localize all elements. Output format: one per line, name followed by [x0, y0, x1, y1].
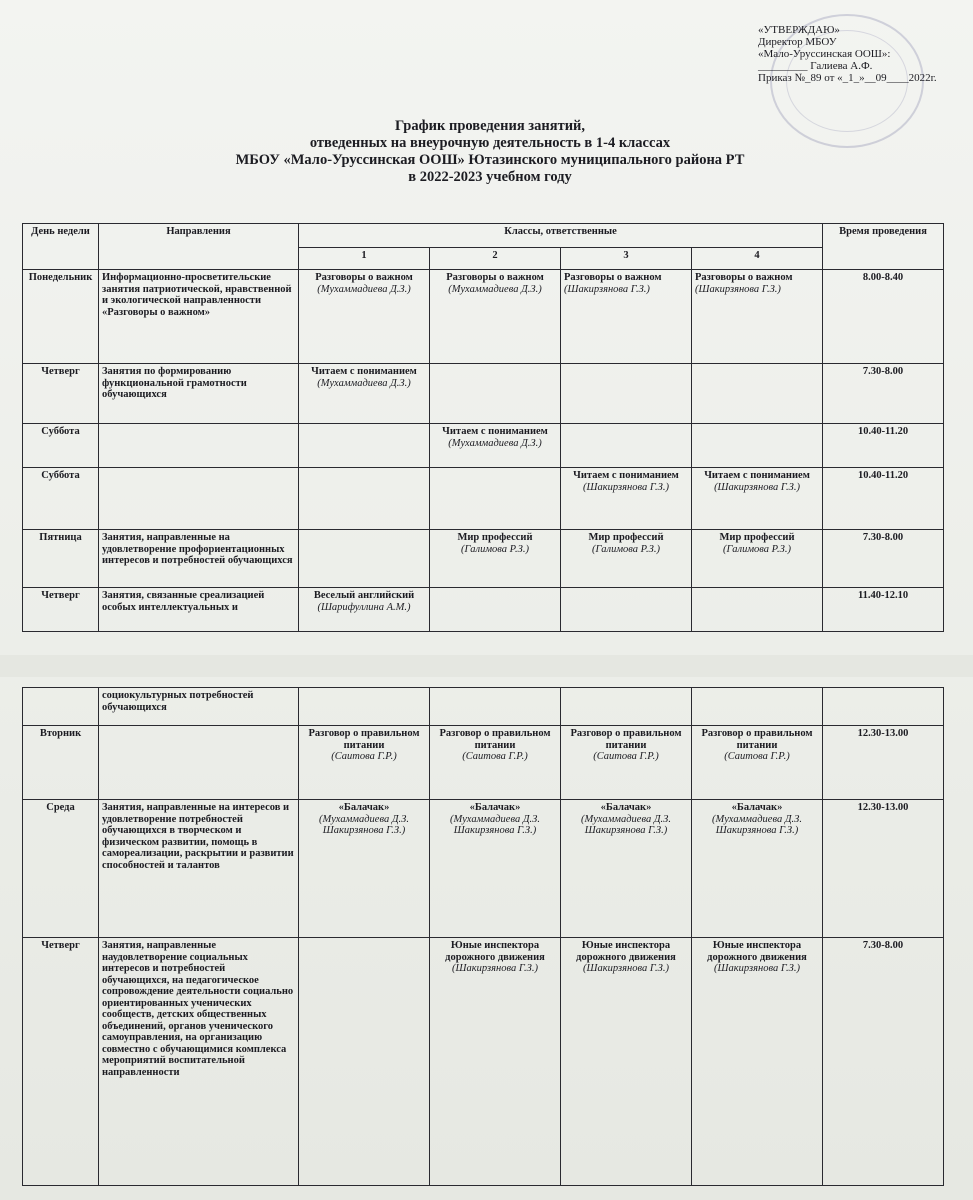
- activity-name: Читаем с пониманием: [311, 366, 417, 377]
- header-time: Время проведения: [823, 224, 944, 270]
- activity-name: Веселый английский: [313, 590, 415, 601]
- row-class-4: [692, 468, 823, 530]
- header-class-4: 4: [692, 248, 823, 270]
- teacher-name: (Мухаммадиева Д.З. Шакирзянова Г.З.): [450, 813, 540, 836]
- teacher-name: (Мухаммадиева Д.З.): [317, 377, 411, 389]
- title-line: отведенных на внеурочную деятельность в 1-4 классах: [309, 135, 671, 151]
- activity-name: Разговоры о важном: [695, 272, 793, 283]
- activity-name: Разговор о правильном питании: [701, 728, 813, 751]
- row-class-2: [430, 688, 561, 726]
- activity-name: Читаем с пониманием: [704, 470, 810, 481]
- row-time: 7.30-8.00: [823, 530, 944, 588]
- header-class-1: 1: [299, 248, 430, 270]
- approval-signature: _________ Галиева А.Ф.: [758, 60, 873, 72]
- row-class-2: [430, 800, 561, 938]
- teacher-name: (Мухаммадиева Д.З.): [448, 283, 542, 295]
- activity-name: «Балачак»: [338, 802, 390, 813]
- activity-name: «Балачак»: [469, 802, 521, 813]
- row-day: Суббота: [23, 468, 99, 530]
- teacher-name: (Шакирзянова Г.З.): [714, 481, 800, 493]
- teacher-name: (Мухаммадиева Д.З.): [317, 283, 411, 295]
- row-day: Суббота: [23, 424, 99, 468]
- row-class-4: [692, 530, 823, 588]
- row-class-1: [299, 800, 430, 938]
- approval-line: «Мало-Уруссинская ООШ»:: [758, 48, 891, 60]
- row-class-3: [561, 688, 692, 726]
- teacher-name: (Мухаммадиева Д.З. Шакирзянова Г.З.): [319, 813, 409, 836]
- schedule-table-continued: [22, 687, 944, 1186]
- row-class-4: [692, 800, 823, 938]
- table-row: [23, 588, 944, 632]
- teacher-name: (Шакирзянова Г.З.): [695, 283, 781, 295]
- row-class-3: [561, 270, 692, 364]
- row-day: Четверг: [23, 588, 99, 632]
- row-direction: Занятия, направленные на интересов и удовлетворение потребностей обучающихся в творческом и физическом развитии, помощь в самореализации, раскрытии и развитии способностей и талантов: [99, 800, 299, 938]
- schedule-table: [22, 223, 944, 632]
- page-break: [0, 655, 973, 677]
- teacher-name: (Шакирзянова Г.З.): [564, 283, 650, 295]
- row-class-1: [299, 468, 430, 530]
- row-class-1: [299, 424, 430, 468]
- teacher-name: (Шарифуллина А.М.): [317, 601, 411, 613]
- row-day: [23, 688, 99, 726]
- row-class-2: [430, 270, 561, 364]
- row-day: Четверг: [23, 938, 99, 1186]
- activity-name: Читаем с пониманием: [573, 470, 679, 481]
- row-direction: [99, 726, 299, 800]
- approval-line: «УТВЕРЖДАЮ»: [758, 24, 840, 36]
- row-class-4: [692, 726, 823, 800]
- row-class-4: [692, 588, 823, 632]
- row-day: Четверг: [23, 364, 99, 424]
- row-class-2: [430, 424, 561, 468]
- activity-name: «Балачак»: [600, 802, 652, 813]
- title-line: МБОУ «Мало-Уруссинская ООШ» Ютазинского муниципального района РТ: [235, 152, 745, 168]
- row-class-3: [561, 468, 692, 530]
- header-direction: Направления: [99, 224, 299, 270]
- activity-name: Юные инспектора дорожного движения: [445, 940, 545, 963]
- row-time: 10.40-11.20: [823, 424, 944, 468]
- row-class-1: [299, 726, 430, 800]
- row-class-2: [430, 364, 561, 424]
- row-time: 11.40-12.10: [823, 588, 944, 632]
- row-class-1: [299, 938, 430, 1186]
- row-direction: Информационно-просветительские занятия патриотической, нравственной и экологической направленности «Разговоры о важном»: [99, 270, 299, 364]
- teacher-name: (Саитова Г.Р.): [331, 751, 397, 762]
- row-day: Вторник: [23, 726, 99, 800]
- header-classes: Классы, ответственные: [299, 224, 823, 248]
- row-time: 8.00-8.40: [823, 270, 944, 364]
- approval-block: [758, 24, 968, 84]
- row-time: [823, 688, 944, 726]
- row-direction: [99, 468, 299, 530]
- teacher-name: (Мухаммадиева Д.З. Шакирзянова Г.З.): [712, 813, 802, 836]
- activity-name: Разговор о правильном питании: [439, 728, 551, 751]
- row-class-4: [692, 270, 823, 364]
- title-line: График проведения занятий,: [394, 118, 586, 134]
- activity-name: Юные инспектора дорожного движения: [707, 940, 807, 963]
- table-row: [23, 364, 944, 424]
- activity-name: Мир профессий: [588, 532, 664, 543]
- row-class-1: [299, 688, 430, 726]
- teacher-name: (Шакирзянова Г.З.): [583, 963, 669, 974]
- header-class-3: 3: [561, 248, 692, 270]
- row-direction: [99, 424, 299, 468]
- table-row: [23, 688, 944, 726]
- activity-name: Разговор о правильном питании: [570, 728, 682, 751]
- row-class-4: [692, 688, 823, 726]
- row-class-3: [561, 588, 692, 632]
- activity-name: Разговоры о важном: [446, 272, 544, 283]
- activity-name: Разговоры о важном: [315, 272, 413, 283]
- row-class-3: [561, 800, 692, 938]
- activity-name: Разговоры о важном: [564, 272, 662, 283]
- header-day: День недели: [23, 224, 99, 270]
- row-class-2: [430, 530, 561, 588]
- row-day: Среда: [23, 800, 99, 938]
- row-direction: Занятия по формированию функциональной грамотности обучающихся: [99, 364, 299, 424]
- activity-name: Юные инспектора дорожного движения: [576, 940, 676, 963]
- title-line: в 2022-2023 учебном году: [408, 169, 572, 185]
- teacher-name: (Саитова Г.Р.): [462, 751, 528, 762]
- table-row: [23, 800, 944, 938]
- teacher-name: (Мухаммадиева Д.З. Шакирзянова Г.З.): [581, 813, 671, 836]
- row-class-2: [430, 938, 561, 1186]
- table-row: [23, 938, 944, 1186]
- activity-name: «Балачак»: [731, 802, 783, 813]
- row-class-3: [561, 726, 692, 800]
- row-class-3: [561, 938, 692, 1186]
- row-class-3: [561, 530, 692, 588]
- row-class-1: [299, 364, 430, 424]
- teacher-name: (Мухаммадиева Д.З.): [448, 437, 542, 449]
- table-row: [23, 468, 944, 530]
- row-direction: Занятия, связанные среализацией особых интеллектуальных и: [99, 588, 299, 632]
- row-class-1: [299, 270, 430, 364]
- row-class-4: [692, 424, 823, 468]
- teacher-name: (Саитова Г.Р.): [724, 751, 790, 762]
- approval-order: Приказ №_89 от «_1_»__09____2022г.: [758, 72, 937, 84]
- row-class-2: [430, 468, 561, 530]
- table-row: [23, 726, 944, 800]
- row-time: 7.30-8.00: [823, 364, 944, 424]
- activity-name: Читаем с пониманием: [442, 426, 548, 437]
- row-class-4: [692, 938, 823, 1186]
- row-day: Пятница: [23, 530, 99, 588]
- row-time: 12.30-13.00: [823, 800, 944, 938]
- teacher-name: (Шакирзянова Г.З.): [583, 481, 669, 493]
- teacher-name: (Галимова Р.З.): [461, 543, 529, 555]
- header-class-2: 2: [430, 248, 561, 270]
- row-class-3: [561, 424, 692, 468]
- row-class-4: [692, 364, 823, 424]
- row-class-2: [430, 726, 561, 800]
- row-class-1: [299, 530, 430, 588]
- table-row: [23, 530, 944, 588]
- table-row: [23, 270, 944, 364]
- teacher-name: (Шакирзянова Г.З.): [714, 963, 800, 974]
- teacher-name: (Галимова Р.З.): [592, 543, 660, 555]
- row-class-2: [430, 588, 561, 632]
- row-class-3: [561, 364, 692, 424]
- row-time: 7.30-8.00: [823, 938, 944, 1186]
- page-title: [180, 118, 800, 186]
- teacher-name: (Галимова Р.З.): [723, 543, 791, 555]
- activity-name: Мир профессий: [719, 532, 795, 543]
- teacher-name: (Саитова Г.Р.): [593, 751, 659, 762]
- row-time: 12.30-13.00: [823, 726, 944, 800]
- approval-line: Директор МБОУ: [758, 36, 837, 48]
- row-day: Понедельник: [23, 270, 99, 364]
- row-time: 10.40-11.20: [823, 468, 944, 530]
- row-direction: социокультурных потребностей обучающихся: [99, 688, 299, 726]
- row-class-1: [299, 588, 430, 632]
- table-row: [23, 424, 944, 468]
- teacher-name: (Шакирзянова Г.З.): [452, 963, 538, 974]
- row-direction: Занятия, направленные наудовлетворение социальных интересов и потребностей обучающихся, на педагогическое сопровождение деятельности социально ориентированных ученических сообществ, детских общественных объединений, органов ученического самоуправления, на организацию совместно с обучающимися комплекса мероприятий воспитательной направленности: [99, 938, 299, 1186]
- activity-name: Мир профессий: [457, 532, 533, 543]
- activity-name: Разговор о правильном питании: [308, 728, 420, 751]
- row-direction: Занятия, направленные на удовлетворение профориентационных интересов и потребностей обучающихся: [99, 530, 299, 588]
